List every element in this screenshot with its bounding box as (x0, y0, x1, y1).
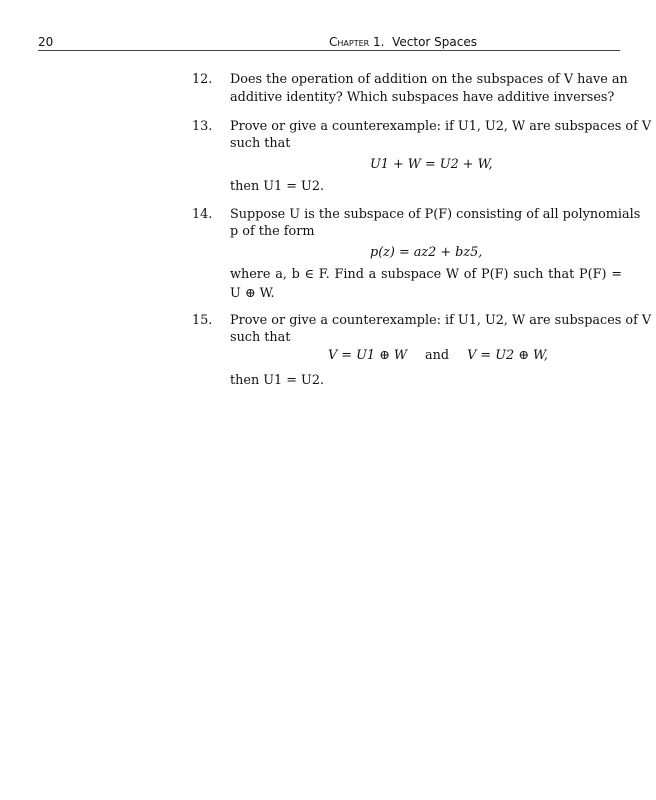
exercise-number: 13. (192, 119, 213, 134)
exercise-text-line: Prove or give a counterexample: if U1, U2, W are subspaces of V (230, 119, 652, 134)
exercise-text-line: Suppose U is the subspace of P(F) consisting of all polynomials (230, 207, 641, 222)
exercise-text-line: additive identity? Which subspaces have additive inverses? (230, 90, 615, 105)
exercise-text-line: p of the form (230, 224, 315, 239)
exercise-text-line: Prove or give a counterexample: if U1, U2, W are subspaces of V (230, 313, 652, 328)
exercise-text-line: such that (230, 330, 291, 345)
exercise-number: 12. (192, 72, 213, 87)
display-left: V = U1 ⊕ W (328, 348, 408, 363)
display-equation (328, 347, 548, 365)
exercise-text-line: U ⊕ W. (230, 286, 275, 301)
chapter-name: Vector Spaces (392, 35, 477, 49)
exercise-text-line: where a, b ∈ F. Find a subspace W of P(F) such that P(F) = (230, 267, 622, 282)
page-number: 20 (38, 35, 54, 49)
exercise-number: 14. (192, 207, 213, 222)
exercise-text-line: Does the operation of addition on the subspaces of V have an (230, 72, 628, 87)
exercise-text-line: such that (230, 136, 291, 151)
display-right: V = U2 ⊕ W, (467, 348, 548, 363)
display-connector: and (425, 348, 450, 363)
exercise-number: 15. (192, 313, 213, 328)
running-head (38, 36, 620, 51)
chapter-title (329, 36, 477, 49)
display-equation: p(z) = az2 + bz5, (370, 245, 483, 260)
exercise-conclusion: then U1 = U2. (230, 179, 325, 194)
exercise-conclusion: then U1 = U2. (230, 373, 325, 388)
display-equation: U1 + W = U2 + W, (370, 157, 493, 172)
chapter-label: Chapter 1. (329, 35, 385, 49)
